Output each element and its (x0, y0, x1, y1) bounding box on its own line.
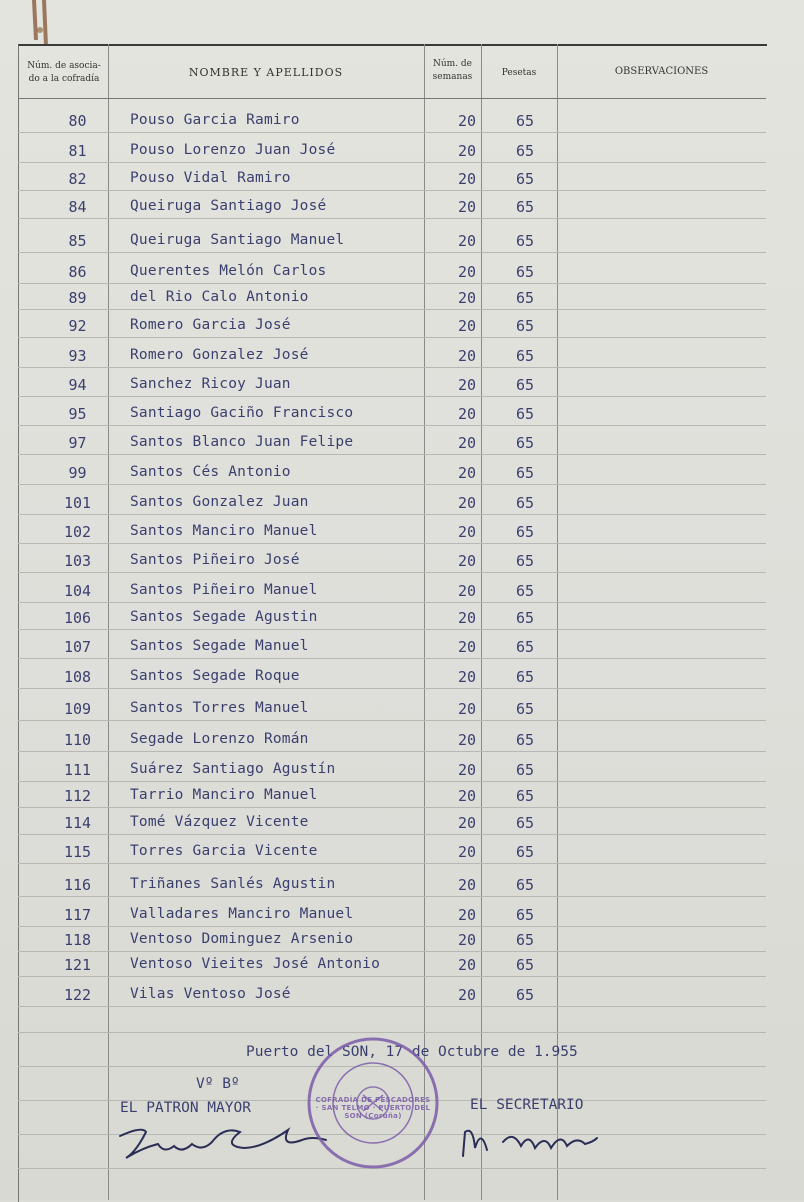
secretary-label: EL SECRETARIO (470, 1097, 584, 1113)
weeks-value: 20 (457, 170, 477, 188)
seal-lettering: COFRADÍA DE PESCADORES · SAN TELMO · PUERTO DEL SON (Coruña) (315, 1096, 431, 1120)
member-number: 92 (68, 317, 87, 335)
member-name: Santos Gonzalez Juan (130, 494, 309, 510)
pesetas-value: 65 (515, 464, 535, 482)
pesetas-value: 65 (515, 263, 535, 281)
member-name: Romero Garcia José (130, 317, 291, 333)
member-name: Torres Garcia Vicente (130, 843, 318, 859)
weeks-value: 20 (457, 289, 477, 307)
member-name: Valladares Manciro Manuel (130, 906, 354, 922)
weeks-value: 20 (457, 956, 477, 974)
row-rule (18, 781, 766, 782)
member-name: Segade Lorenzo Román (130, 731, 309, 747)
member-number: 108 (63, 668, 92, 686)
row-rule (18, 252, 766, 253)
row-rule (18, 602, 766, 603)
member-name: Santos Blanco Juan Felipe (130, 434, 354, 450)
member-name: Tomé Vázquez Vicente (130, 814, 309, 830)
member-name: Santos Segade Manuel (130, 638, 309, 654)
pesetas-value: 65 (515, 986, 535, 1004)
pesetas-value: 65 (515, 787, 535, 805)
member-number: 86 (68, 263, 87, 281)
row-rule (18, 190, 766, 191)
weeks-value: 20 (457, 523, 477, 541)
pesetas-value: 65 (515, 434, 535, 452)
weeks-value: 20 (457, 986, 477, 1004)
member-name: Ventoso Dominguez Arsenio (130, 931, 354, 947)
member-name: Suárez Santiago Agustín (130, 761, 336, 777)
weeks-value: 20 (457, 405, 477, 423)
member-number: 103 (63, 552, 92, 570)
weeks-value: 20 (457, 814, 477, 832)
member-name: Santos Piñeiro José (130, 552, 300, 568)
header-member-number: Núm. de asocia- do a la cofradía (27, 61, 101, 84)
row-rule (18, 1032, 766, 1033)
weeks-value: 20 (457, 787, 477, 805)
member-number: 85 (68, 232, 87, 250)
weeks-value: 20 (457, 494, 477, 512)
member-number: 80 (68, 112, 87, 130)
row-rule (18, 926, 766, 927)
weeks-value: 20 (457, 609, 477, 627)
member-name: Queiruga Santiago José (130, 198, 327, 214)
member-number: 102 (63, 523, 92, 541)
row-rule (18, 751, 766, 752)
row-rule (18, 834, 766, 835)
pesetas-value: 65 (515, 405, 535, 423)
member-number: 101 (63, 494, 92, 512)
row-rule (18, 514, 766, 515)
pesetas-value: 65 (515, 761, 535, 779)
member-name: Romero Gonzalez José (130, 347, 309, 363)
date-line: Puerto del SON, 17 de Octubre de 1.955 (246, 1044, 578, 1060)
row-rule (18, 1006, 766, 1007)
row-rule (18, 807, 766, 808)
member-name: Triñanes Sanlés Agustin (130, 876, 336, 892)
member-number: 104 (63, 582, 92, 600)
patron-signature (112, 1118, 332, 1168)
pesetas-value: 65 (515, 112, 535, 130)
pesetas-value: 65 (515, 956, 535, 974)
member-name: Sanchez Ricoy Juan (130, 376, 291, 392)
weeks-value: 20 (457, 198, 477, 216)
pesetas-value: 65 (515, 198, 535, 216)
row-rule (18, 658, 766, 659)
pesetas-value: 65 (515, 843, 535, 861)
weeks-value: 20 (457, 112, 477, 130)
row-rule (18, 484, 766, 485)
pesetas-value: 65 (515, 232, 535, 250)
member-number: 94 (68, 376, 87, 394)
row-rule (18, 162, 766, 163)
member-name: Santos Segade Roque (130, 668, 300, 684)
vobo-label: Vº Bº (196, 1076, 240, 1092)
member-name: Pouso Vidal Ramiro (130, 170, 291, 186)
member-number: 121 (63, 956, 92, 974)
member-number: 114 (63, 814, 92, 832)
weeks-value: 20 (457, 232, 477, 250)
weeks-value: 20 (457, 434, 477, 452)
member-number: 116 (63, 876, 92, 894)
member-name: del Rio Calo Antonio (130, 289, 309, 305)
member-number: 95 (68, 405, 87, 423)
pesetas-value: 65 (515, 876, 535, 894)
member-number: 111 (63, 761, 92, 779)
row-rule (18, 367, 766, 368)
member-name: Vilas Ventoso José (130, 986, 291, 1002)
pesetas-value: 65 (515, 700, 535, 718)
header-rule (18, 98, 766, 99)
pesetas-value: 65 (515, 494, 535, 512)
member-number: 106 (63, 609, 92, 627)
member-number: 118 (63, 931, 92, 949)
row-rule (18, 951, 766, 952)
member-number: 115 (63, 843, 92, 861)
member-number: 93 (68, 347, 87, 365)
member-name: Santos Manciro Manuel (130, 523, 318, 539)
row-rule (18, 720, 766, 721)
patron-mayor-label: EL PATRON MAYOR (120, 1100, 251, 1116)
header-weeks: Núm. de semanas (432, 59, 473, 82)
pesetas-value: 65 (515, 582, 535, 600)
weeks-value: 20 (457, 552, 477, 570)
row-rule (18, 309, 766, 310)
member-name: Santos Piñeiro Manuel (130, 582, 318, 598)
row-rule (18, 337, 766, 338)
weeks-value: 20 (457, 906, 477, 924)
row-rule (18, 976, 766, 977)
member-number: 99 (68, 464, 87, 482)
member-name: Pouso Lorenzo Juan José (130, 142, 336, 158)
member-name: Ventoso Vieites José Antonio (130, 956, 381, 972)
pesetas-value: 65 (515, 376, 535, 394)
member-number: 109 (63, 700, 92, 718)
row-rule (18, 688, 766, 689)
member-number: 82 (68, 170, 87, 188)
weeks-value: 20 (457, 731, 477, 749)
weeks-value: 20 (457, 263, 477, 281)
weeks-value: 20 (457, 700, 477, 718)
member-number: 84 (68, 198, 87, 216)
header-name: NOMBRE Y APELLIDOS (188, 66, 344, 79)
member-number: 89 (68, 289, 87, 307)
header-pesetas: Pesetas (501, 68, 537, 78)
member-name: Santiago Gaciño Francisco (130, 405, 354, 421)
weeks-value: 20 (457, 761, 477, 779)
weeks-value: 20 (457, 668, 477, 686)
row-rule (18, 454, 766, 455)
weeks-value: 20 (457, 142, 477, 160)
row-rule (18, 629, 766, 630)
member-number: 81 (68, 142, 87, 160)
row-rule (18, 425, 766, 426)
member-number: 107 (63, 638, 92, 656)
member-number: 122 (63, 986, 92, 1004)
pesetas-value: 65 (515, 552, 535, 570)
row-rule (18, 896, 766, 897)
pesetas-value: 65 (515, 931, 535, 949)
pesetas-value: 65 (515, 523, 535, 541)
weeks-value: 20 (457, 638, 477, 656)
pesetas-value: 65 (515, 668, 535, 686)
pesetas-value: 65 (515, 289, 535, 307)
row-rule (18, 283, 766, 284)
row-rule (18, 132, 766, 133)
weeks-value: 20 (457, 317, 477, 335)
weeks-value: 20 (457, 347, 477, 365)
member-name: Pouso Garcia Ramiro (130, 112, 300, 128)
pesetas-value: 65 (515, 170, 535, 188)
row-rule (18, 396, 766, 397)
member-number: 112 (63, 787, 92, 805)
row-rule (18, 218, 766, 219)
pesetas-value: 65 (515, 814, 535, 832)
member-name: Queiruga Santiago Manuel (130, 232, 345, 248)
pesetas-value: 65 (515, 638, 535, 656)
weeks-value: 20 (457, 843, 477, 861)
member-name: Querentes Melón Carlos (130, 263, 327, 279)
pesetas-value: 65 (515, 906, 535, 924)
pesetas-value: 65 (515, 609, 535, 627)
secretary-signature (455, 1112, 605, 1164)
row-rule (18, 863, 766, 864)
weeks-value: 20 (457, 931, 477, 949)
header-observations: OBSERVACIONES (614, 66, 709, 77)
row-rule (18, 543, 766, 544)
pesetas-value: 65 (515, 347, 535, 365)
member-name: Santos Segade Agustin (130, 609, 318, 625)
pesetas-value: 65 (515, 142, 535, 160)
member-name: Santos Torres Manuel (130, 700, 309, 716)
member-number: 97 (68, 434, 87, 452)
member-number: 117 (63, 906, 92, 924)
weeks-value: 20 (457, 876, 477, 894)
pesetas-value: 65 (515, 317, 535, 335)
weeks-value: 20 (457, 582, 477, 600)
row-rule (18, 572, 766, 573)
member-number: 110 (63, 731, 92, 749)
member-name: Santos Cés Antonio (130, 464, 291, 480)
pesetas-value: 65 (515, 731, 535, 749)
weeks-value: 20 (457, 464, 477, 482)
member-name: Tarrio Manciro Manuel (130, 787, 318, 803)
weeks-value: 20 (457, 376, 477, 394)
